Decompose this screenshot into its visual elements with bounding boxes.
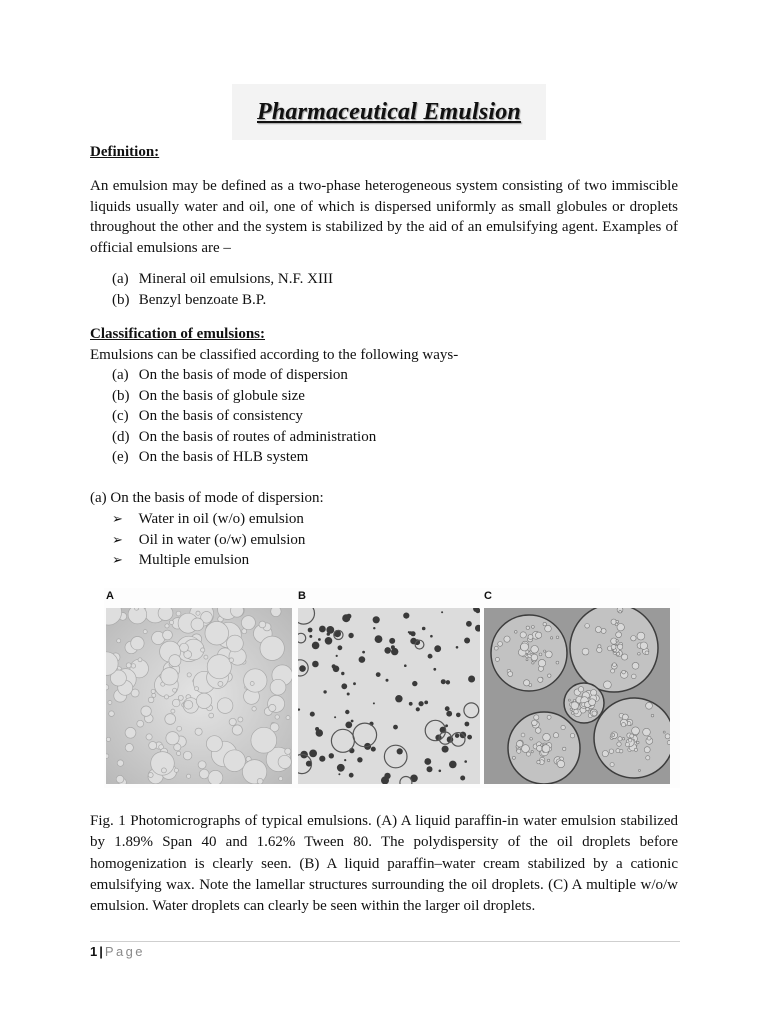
page-word: Page — [104, 944, 145, 959]
photomicrograph-figure — [104, 588, 680, 788]
list-item: (b) On the basis of globule size — [112, 387, 305, 404]
dispersion-heading: (a) On the basis of mode of dispersion: — [90, 490, 324, 506]
footer-separator: | — [99, 944, 103, 959]
arrow-bullet-icon: ➢ — [112, 531, 123, 547]
examples-list — [112, 269, 333, 310]
list-item: ➢ Oil in water (o/w) emulsion — [112, 530, 305, 551]
list-item: (d) On the basis of routes of administration — [112, 428, 377, 445]
definition-heading: Definition: — [90, 144, 160, 160]
classification-heading: Classification of emulsions: — [90, 326, 266, 342]
photomicrograph-b — [298, 608, 480, 784]
arrow-bullet-icon: ➢ — [112, 511, 123, 526]
figure-caption: Fig. 1 Photomicrographs of typical emulsions. (A) A liquid paraffin-in water emulsion stabilized by 1.89% Span 40 and 1.62% Tween 80. The polydispersity of the oil droplets before homogenization is clearly seen. (B) A liquid paraffin–water cream stabilized by a cationic emulsifying wax. Note the lamellar structures surrounding the oil droplets. (C) A multiple w/o/w emulsion. Water droplets can clearly be seen within the larger oil droplets. — [90, 813, 678, 915]
page-title: Pharmaceutical Emulsion — [257, 98, 521, 125]
list-item: (a) Mineral oil emulsions, N.F. XIII — [112, 271, 333, 287]
footer-divider — [90, 941, 680, 942]
list-item: (a) On the basis of mode of dispersion — [112, 367, 348, 383]
classification-list — [112, 365, 376, 468]
page-number: 1 — [90, 944, 98, 959]
title-banner — [232, 84, 546, 140]
panel-label-c: C — [484, 590, 492, 602]
panel-label-a: A — [106, 590, 114, 602]
panel-label-b: B — [298, 590, 306, 602]
list-item: (b) Benzyl benzoate B.P. — [112, 291, 267, 308]
classification-intro: Emulsions can be classified according to the following ways- — [90, 347, 459, 363]
page-footer — [90, 944, 145, 959]
list-item: ➢ Multiple emulsion — [112, 550, 305, 571]
dispersion-list — [112, 509, 305, 571]
arrow-bullet-icon: ➢ — [112, 552, 123, 568]
definition-paragraph: An emulsion may be defined as a two-phase heterogeneous system consisting of two immiscible liquids usually water and oil, one of which is dispersed uniformly as small globules or droplets throughout the other and the system is stabilized by the aid of an emulsifying agent. Examples of official emulsions are – — [90, 178, 678, 256]
list-item: (e) On the basis of HLB system — [112, 449, 309, 466]
list-item: (c) On the basis of consistency — [112, 408, 303, 425]
list-item: ➢ Water in oil (w/o) emulsion — [112, 509, 305, 530]
photomicrograph-c — [484, 608, 670, 784]
photomicrograph-a — [106, 608, 292, 784]
